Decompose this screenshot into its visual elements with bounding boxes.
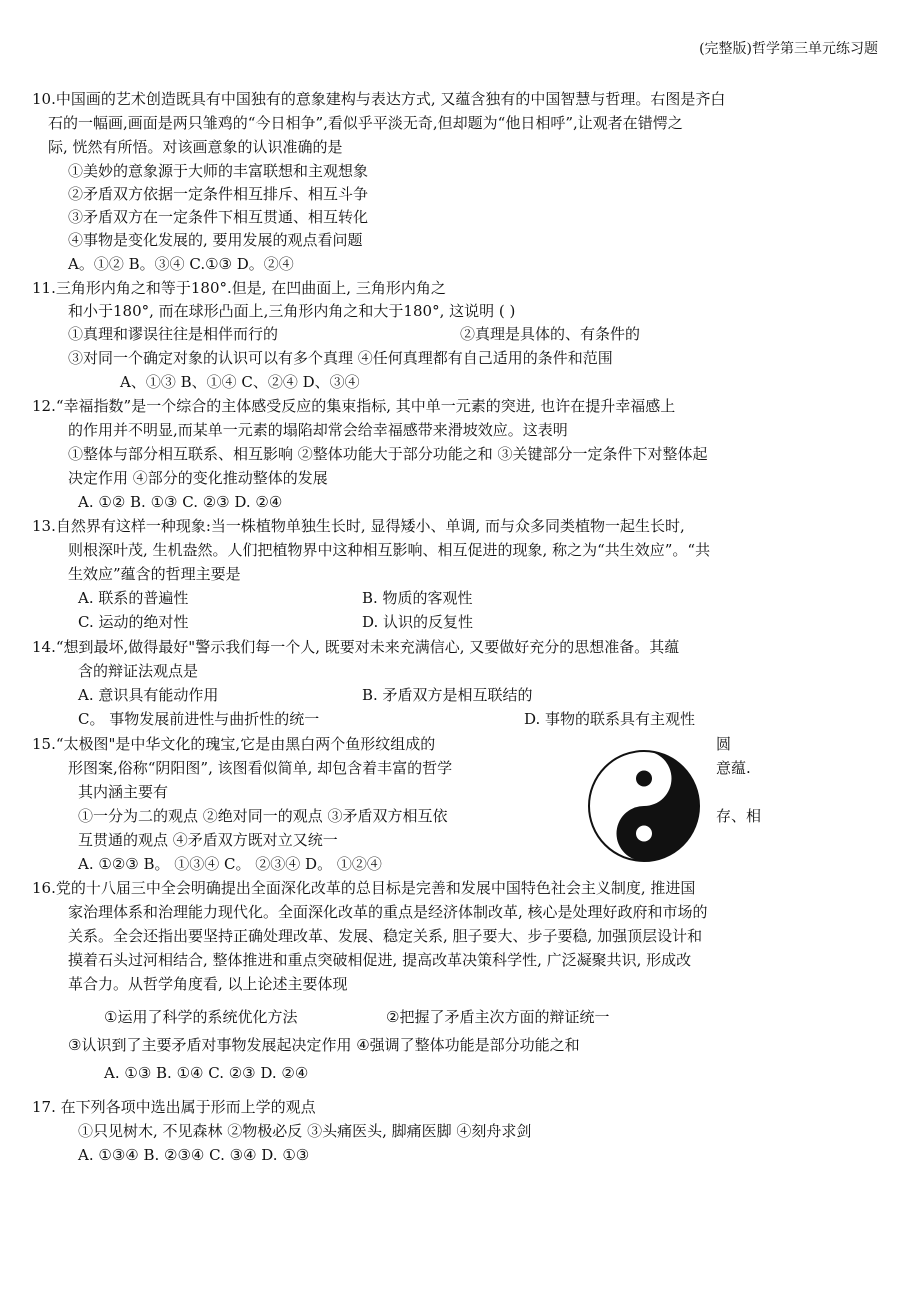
q16-stem: 摸着石头过河相结合, 整体推进和重点突破相促进, 提高改革决策科学性, 广泛凝聚共识, 形成改	[68, 951, 692, 969]
q16-statement: ②把握了矛盾主次方面的辩证统一	[386, 1008, 610, 1026]
q17-stem: 17. 在下列各项中选出属于形而上学的观点	[32, 1098, 316, 1116]
q14-stem: 14.“想到最坏,做得最好"警示我们每一个人, 既要对未来充满信心, 又要做好充分的思想准备。其蕴	[32, 638, 680, 656]
q16-stem: 革合力。从哲学角度看, 以上论述主要体现	[68, 975, 348, 993]
q16-stem: 家治理体系和治理能力现代化。全面深化改革的重点是经济体制改革, 核心是处理好政府和市场的	[68, 903, 708, 921]
q12-stem: 12.“幸福指数”是一个综合的主体感受反应的集束指标, 其中单一元素的突进, 也许在提升幸福感上	[32, 397, 676, 415]
q17-statement: ①只见树木, 不见森林 ②物极必反 ③头痛医头, 脚痛医脚 ④刻舟求剑	[78, 1122, 532, 1140]
q11-statement: ②真理是具体的、有条件的	[460, 325, 641, 343]
q13-option: D. 认识的反复性	[362, 613, 474, 631]
q10-options: A。①② B。③④ C.①③ D。②④	[68, 255, 294, 273]
q16-statement: ①运用了科学的系统优化方法	[104, 1008, 298, 1026]
page-header: (完整版)哲学第三单元练习题	[699, 41, 878, 57]
q13-option: C. 运动的绝对性	[78, 613, 189, 631]
q10-statement: ④事物是变化发展的, 要用发展的观点看问题	[68, 231, 363, 249]
q13-stem: 生效应”蕴含的哲理主要是	[68, 565, 241, 583]
q14-option: B. 矛盾双方是相互联结的	[362, 686, 533, 704]
q10-stem: 石的一幅画,画面是两只雏鸡的“今日相争”,看似乎平淡无奇,但却题为“他日相呼”,让观者在错愕之	[48, 114, 683, 132]
q15-options: A. ①②③ B。 ①③④ C。 ②③④ D。 ①②④	[78, 855, 382, 873]
q13-stem: 则根深叶茂, 生机盎然。人们把植物界中这种相互影响、相互促进的现象, 称之为“共生效应”。“共	[68, 541, 711, 559]
q12-stem: 的作用并不明显,而某单一元素的塌陷却常会给幸福感带来滑坡效应。这表明	[68, 421, 568, 439]
q15-statement: ①一分为二的观点 ②绝对同一的观点 ③矛盾双方相互依	[78, 807, 448, 825]
q15-stem: 形图案,俗称“阴阳图”, 该图看似简单, 却包含着丰富的哲学	[68, 759, 453, 777]
q15-stem: 其内涵主要有	[78, 783, 169, 801]
q11-stem: 和小于180°, 而在球形凸面上,三角形内角之和大于180°, 这说明 ( )	[68, 302, 516, 320]
q15-stem: 意蕴.	[716, 759, 751, 777]
q12-options: A. ①② B. ①③ C. ②③ D. ②④	[78, 493, 283, 511]
q13-option: A. 联系的普遍性	[78, 589, 189, 607]
q10-statement: ③矛盾双方在一定条件下相互贯通、相互转化	[68, 208, 369, 226]
q10-statement: ①美妙的意象源于大师的丰富联想和主观想象	[68, 162, 369, 180]
q12-statement: 决定作用 ④部分的变化推动整体的发展	[68, 469, 328, 487]
q16-options: A. ①③ B. ①④ C. ②③ D. ②④	[104, 1064, 309, 1082]
q16-stem: 关系。全会还指出要坚持正确处理改革、发展、稳定关系, 胆子要大、步子要稳, 加强顶层设计和	[68, 927, 703, 945]
q14-option: D. 事物的联系具有主观性	[524, 710, 696, 728]
q11-statement: ①真理和谬误往往是相伴而行的	[68, 325, 279, 343]
q14-option: A. 意识具有能动作用	[78, 686, 219, 704]
taiji-yinyang-diagram	[586, 748, 702, 864]
q11-options: A、①③ B、①④ C、②④ D、③④	[120, 373, 360, 391]
q11-statement: ③对同一个确定对象的认识可以有多个真理 ④任何真理都有自己适用的条件和范围	[68, 349, 613, 367]
q10-stem: 际, 恍然有所悟。对该画意象的认识准确的是	[48, 138, 343, 156]
q16-statement: ③认识到了主要矛盾对事物发展起决定作用 ④强调了整体功能是部分功能之和	[68, 1036, 580, 1054]
q10-statement: ②矛盾双方依据一定条件相互排斥、相互斗争	[68, 185, 369, 203]
q13-option: B. 物质的客观性	[362, 589, 473, 607]
q10-stem: 10.中国画的艺术创造既具有中国独有的意象建构与表达方式, 又蕴含独有的中国智慧与哲理。右图是齐白	[32, 90, 726, 108]
q11-stem: 11.三角形内角之和等于180°.但是, 在凹曲面上, 三角形内角之	[32, 279, 446, 297]
q12-statement: ①整体与部分相互联系、相互影响 ②整体功能大于部分功能之和 ③关键部分一定条件下对整体起	[68, 445, 708, 463]
q15-statement: 互贯通的观点 ④矛盾双方既对立又统一	[78, 831, 338, 849]
q14-stem: 含的辩证法观点是	[78, 662, 199, 680]
q14-option: C。 事物发展前进性与曲折性的统一	[78, 710, 320, 728]
q13-stem: 13.自然界有这样一种现象:当一株植物单独生长时, 显得矮小、单调, 而与众多同类植物一起生长时,	[32, 517, 685, 535]
q15-statement: 存、相	[716, 807, 762, 825]
q15-stem: 15.“太极图"是中华文化的瑰宝,它是由黑白两个鱼形纹组成的	[32, 735, 436, 753]
q17-options: A. ①③④ B. ②③④ C. ③④ D. ①③	[78, 1146, 310, 1164]
q15-stem: 圆	[716, 735, 732, 753]
q16-stem: 16.党的十八届三中全会明确提出全面深化改革的总目标是完善和发展中国特色社会主义制度, 推进国	[32, 879, 696, 897]
